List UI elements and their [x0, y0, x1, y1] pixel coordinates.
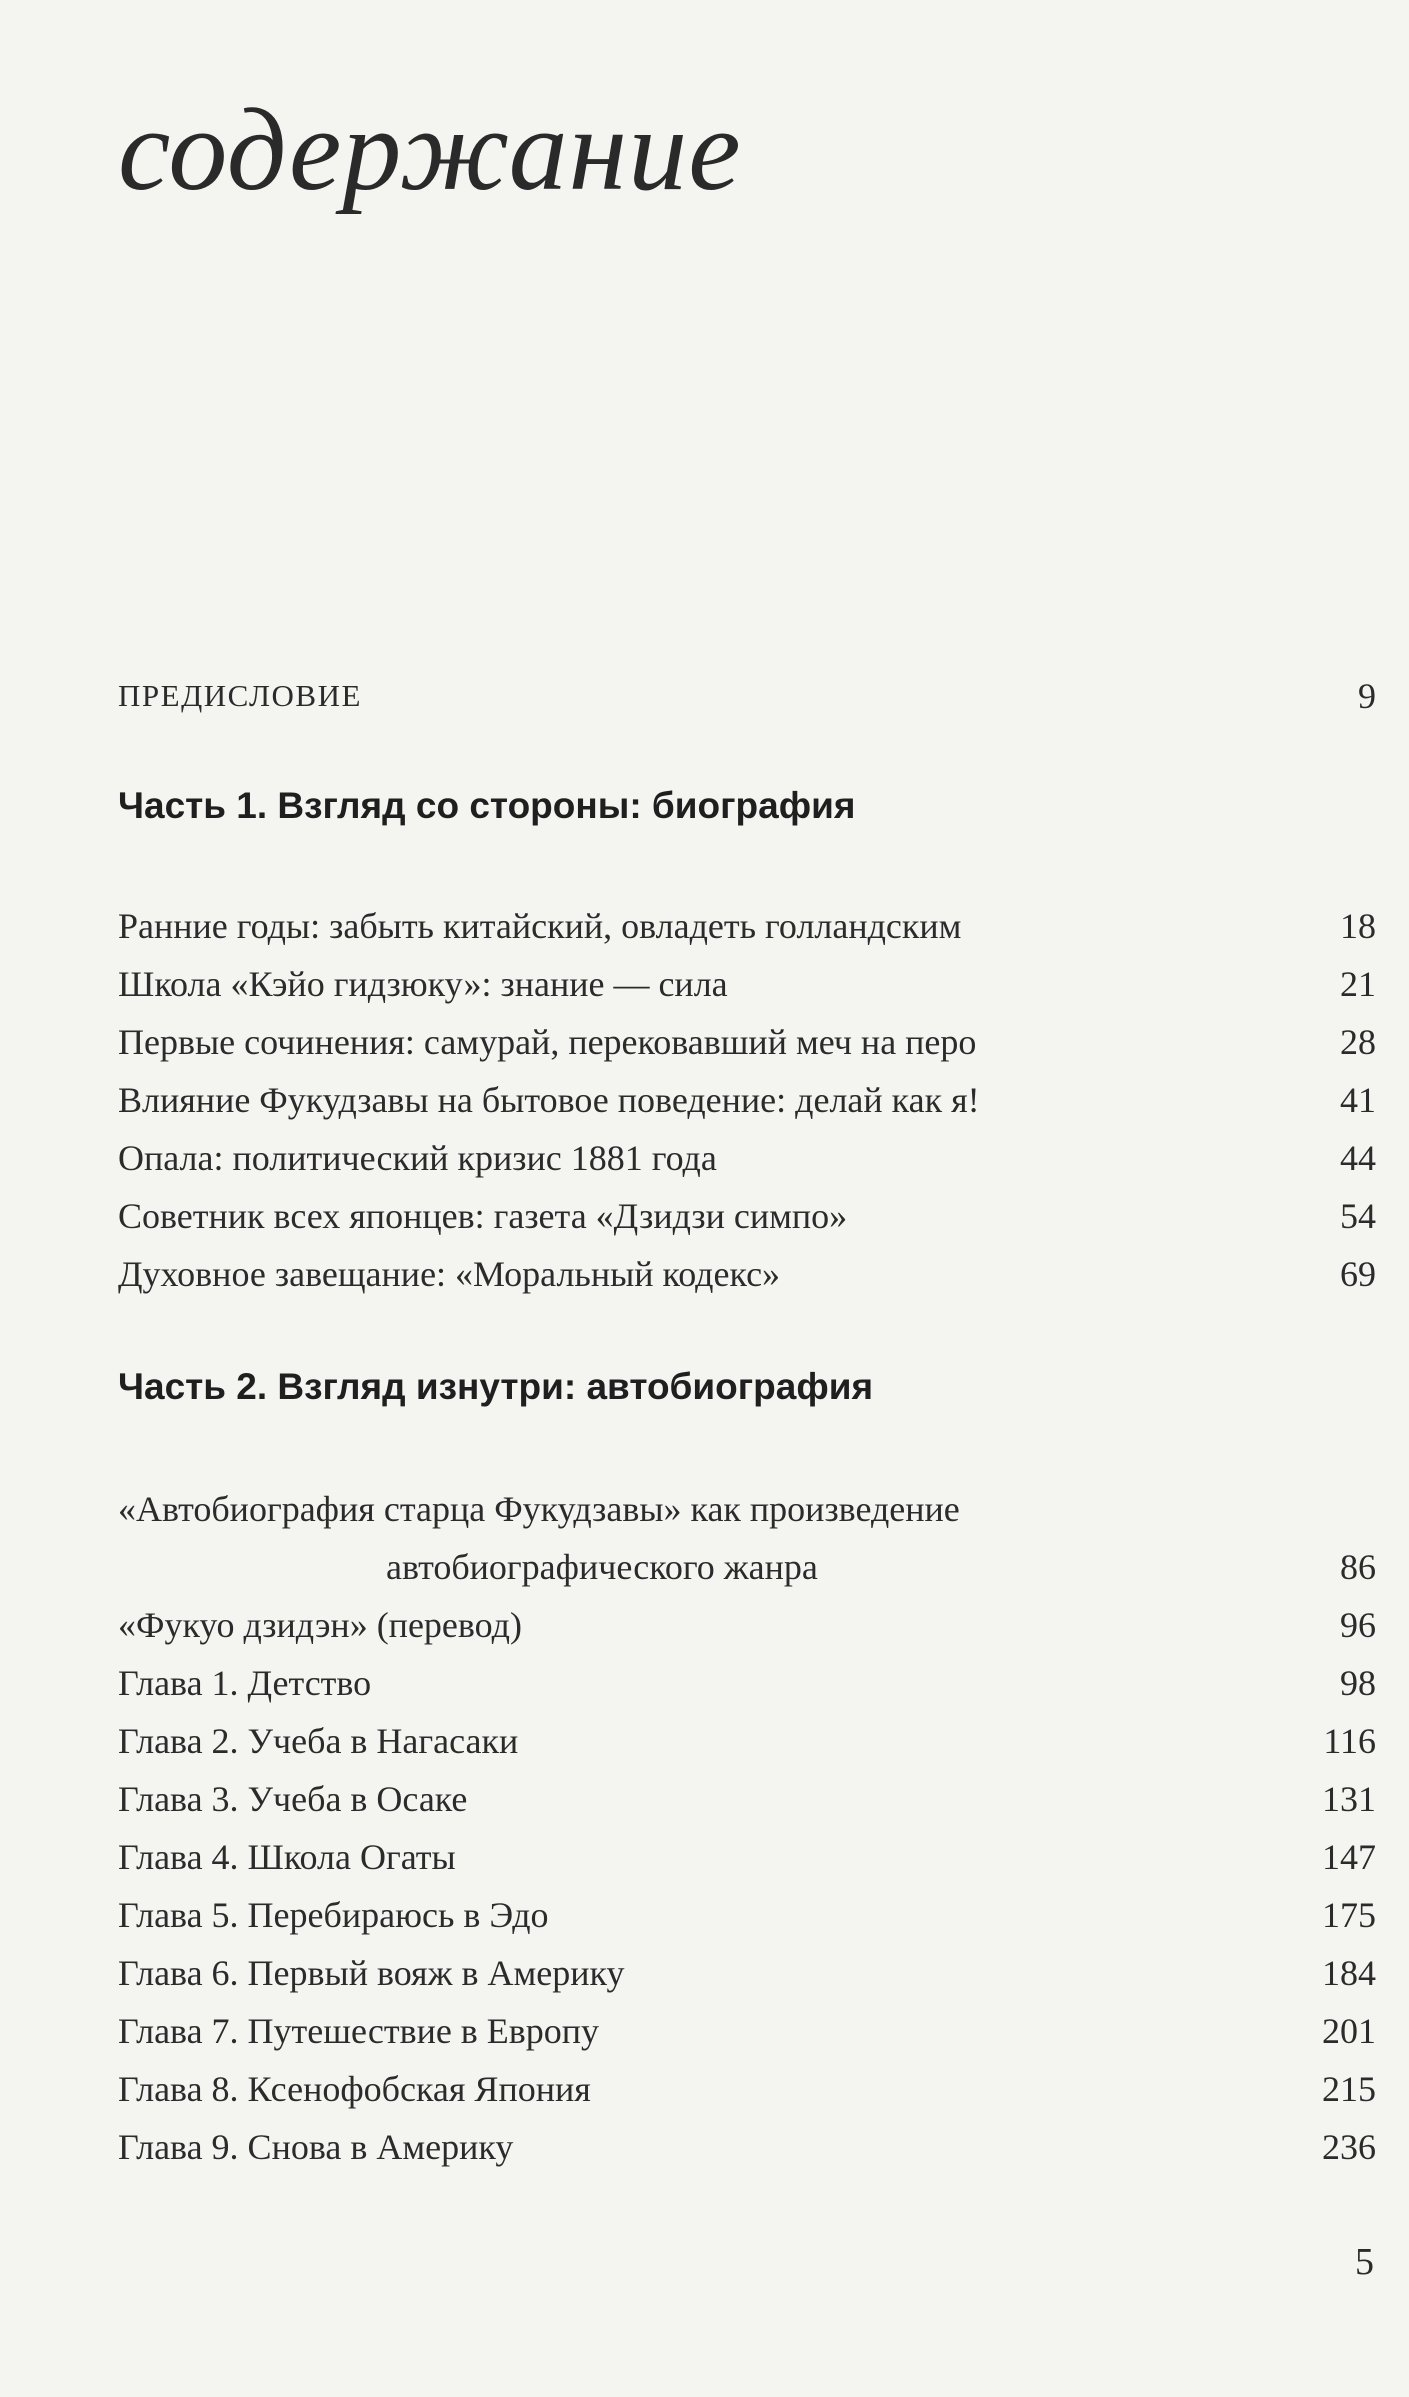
toc-entry-title: Глава 8. Ксенофобская Япония	[118, 2069, 591, 2109]
toc-entry-title: Опала: политический кризис 1881 года	[118, 1138, 717, 1178]
toc-entry-page: 18	[1340, 906, 1376, 946]
toc-entry-page: 236	[1322, 2127, 1376, 2167]
toc-entry-title: «Автобиография старца Фукудзавы» как произведение	[118, 1489, 960, 1529]
toc-entry-page: 184	[1322, 1953, 1376, 1993]
toc-entry-title-continued: автобиографического жанра	[386, 1547, 818, 1587]
toc-entry-page: 131	[1322, 1779, 1376, 1819]
toc-entry-page: 98	[1340, 1663, 1376, 1703]
toc-entry-title: Советник всех японцев: газета «Дзидзи симпо»	[118, 1196, 848, 1236]
toc-entry-page: 86	[1340, 1547, 1376, 1587]
toc-entry-page: 44	[1340, 1138, 1376, 1178]
page-number: 5	[1355, 2241, 1374, 2283]
toc-entry-page: 41	[1340, 1080, 1376, 1120]
toc-entry-title: Глава 2. Учеба в Нагасаки	[118, 1721, 519, 1761]
toc-entry-page: 21	[1340, 964, 1376, 1004]
toc-entry-page: 147	[1322, 1837, 1376, 1877]
toc-entry-page: 215	[1322, 2069, 1376, 2109]
part-1-heading: Часть 1. Взгляд со стороны: биография	[118, 785, 856, 826]
toc-entry-title: Школа «Кэйо гидзюку»: знание — сила	[118, 964, 728, 1004]
part-2-heading: Часть 2. Взгляд изнутри: автобиография	[118, 1366, 874, 1407]
toc-entry-page: 96	[1340, 1605, 1376, 1645]
toc-entry-page: 69	[1340, 1254, 1376, 1294]
toc-entry-title: ПРЕДИСЛОВИЕ	[118, 678, 362, 713]
toc-entry-page: 201	[1322, 2011, 1376, 2051]
toc-entry-title: Глава 4. Школа Огаты	[118, 1837, 456, 1877]
toc-entry-title: «Фукуо дзидэн» (перевод)	[118, 1605, 522, 1645]
toc-entry-page: 28	[1340, 1022, 1376, 1062]
toc-entry-title: Ранние годы: забыть китайский, овладеть голландским	[118, 906, 962, 946]
toc-entry-title: Глава 9. Снова в Америку	[118, 2127, 514, 2167]
toc-entry-title: Влияние Фукудзавы на бытовое поведение: делай как я!	[118, 1080, 980, 1120]
toc-entry-page: 116	[1323, 1721, 1376, 1761]
toc-entry-title: Первые сочинения: самурай, перековавший меч на перо	[118, 1022, 977, 1062]
toc-entry-page: 54	[1340, 1196, 1376, 1236]
toc-entry-title: Глава 7. Путешествие в Европу	[118, 2011, 600, 2051]
toc-entry-title: Глава 5. Перебираюсь в Эдо	[118, 1895, 549, 1935]
page-title: содержание	[118, 84, 742, 215]
toc-entry-page: 9	[1358, 676, 1376, 716]
toc-entry-title: Духовное завещание: «Моральный кодекс»	[118, 1254, 781, 1294]
toc-entry-title: Глава 1. Детство	[118, 1663, 372, 1703]
toc-entry-title: Глава 3. Учеба в Осаке	[118, 1779, 468, 1819]
toc-entry-title: Глава 6. Первый вояж в Америку	[118, 1953, 625, 1993]
toc-entry-page: 175	[1322, 1895, 1376, 1935]
